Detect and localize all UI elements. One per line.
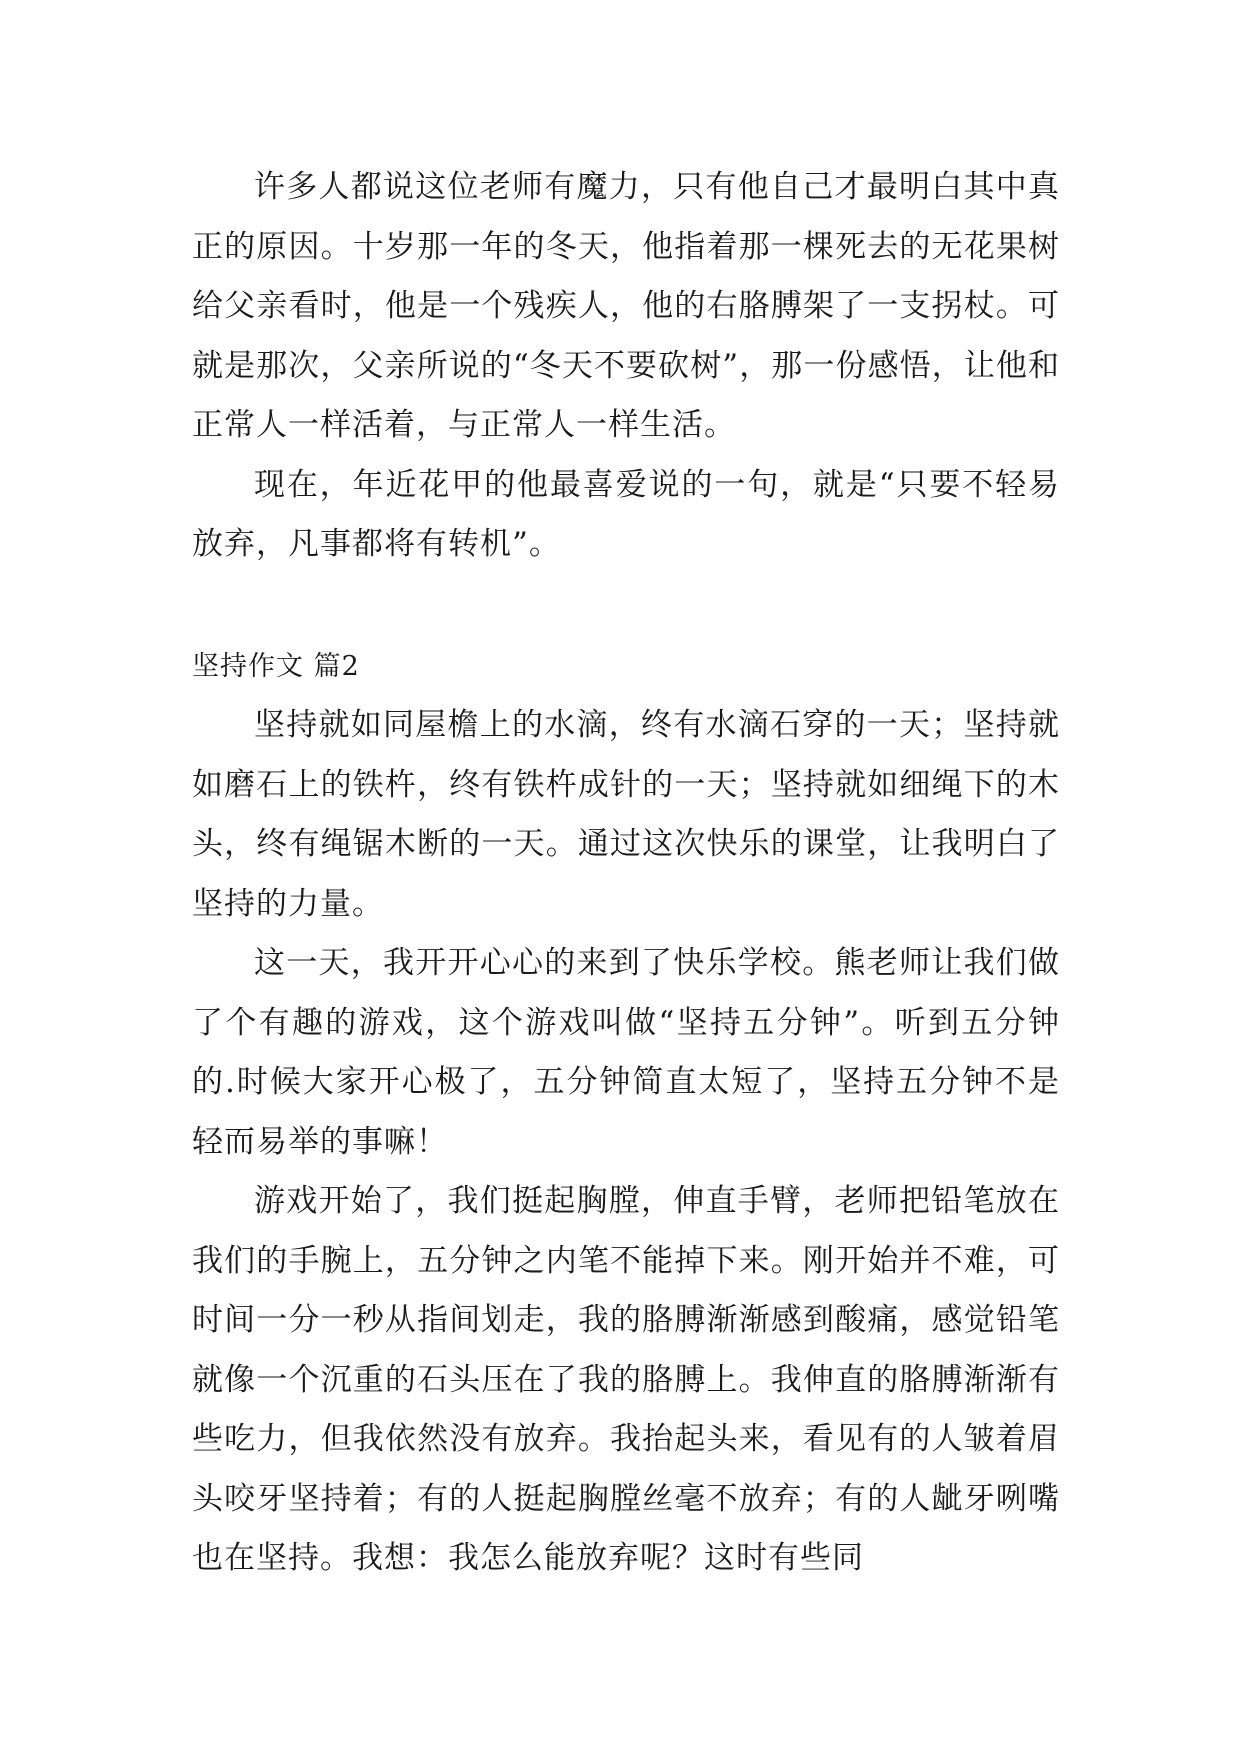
essay-section-2: [192, 637, 1060, 1589]
essay-section-1: [192, 158, 1060, 575]
paragraph: 现在，年近花甲的他最喜爱说的一句，就是“只要不轻易放弃，凡事都将有转机”。: [192, 466, 1060, 562]
paragraph: 许多人都说这位老师有魔力，只有他自己才最明白其中真正的原因。十岁那一年的冬天，他指着那一棵死去的无花果树给父亲看时，他是一个残疾人，他的右胳膊架了一支拐杖。可就是那次，父亲所说的“冬天不要砍树”，那一份感悟，让他和正常人一样活着，与正常人一样生活。: [192, 169, 1060, 443]
paragraph: 游戏开始了，我们挺起胸膛，伸直手臂，老师把铅笔放在我们的手腕上，五分钟之内笔不能掉下来。刚开始并不难，可时间一分一秒从指间划走，我的胳膊渐渐感到酸痛，感觉铅笔就像一个沉重的石头压在了我的胳膊上。我伸直的胳膊渐渐有些吃力，但我依然没有放弃。我抬起头来，看见有的人皱着眉头咬牙坚持着；有的人挺起胸膛丝毫不放弃；有的人龇牙咧嘴也在坚持。我想：我怎么能放弃呢？这时有些同: [192, 1183, 1060, 1576]
paragraph: 坚持就如同屋檐上的水滴，终有水滴石穿的一天；坚持就如磨石上的铁杵，终有铁杵成针的一天；坚持就如细绳下的木头，终有绳锯木断的一天。通过这次快乐的课堂，让我明白了坚持的力量。: [192, 707, 1060, 922]
document-page: [192, 158, 1060, 1589]
section-heading: 坚持作文 篇2: [192, 650, 360, 682]
paragraph: 这一天，我开开心心的来到了快乐学校。熊老师让我们做了个有趣的游戏，这个游戏叫做“坚持五分钟”。听到五分钟的.时候大家开心极了，五分钟简直太短了，坚持五分钟不是轻而易举的事嘛！: [192, 945, 1060, 1160]
